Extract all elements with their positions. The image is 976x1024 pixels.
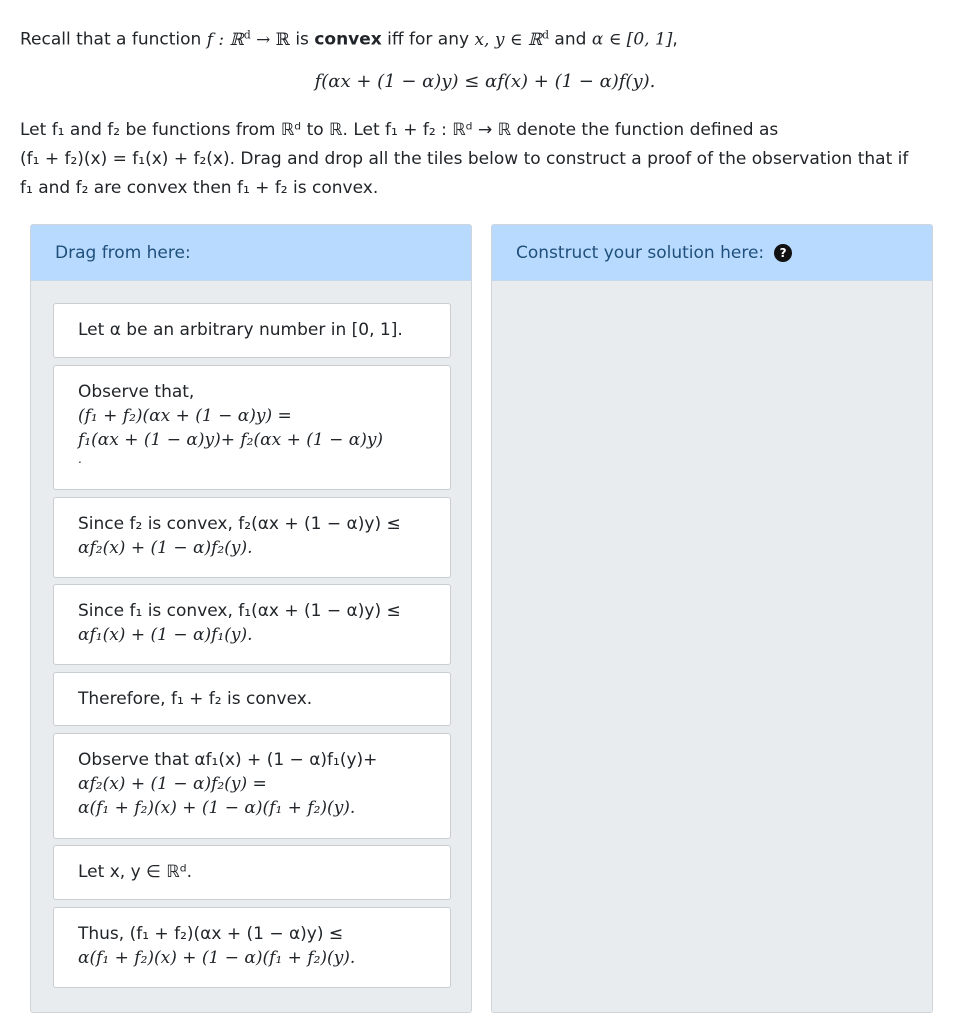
question-circle-icon[interactable]: ? — [774, 244, 792, 262]
proof-tile[interactable]: Thus, (f₁ + f₂)(αx + (1 − α)y) ≤ α(f₁ + f₂)(x) + (1 − α)(f₁ + f₂)(y). — [53, 907, 451, 988]
problem-statement — [20, 21, 950, 203]
source-panel-header — [31, 225, 471, 281]
proof-tile[interactable]: Observe that, (f₁ + f₂)(αx + (1 − α)y) = f₁(αx + (1 − α)y)+ f₂(αx + (1 − α)y) . — [53, 365, 451, 490]
task-line-2: (f₁ + f₂)(x) = f₁(x) + f₂(x). Drag and drop all the tiles below to construct a proof of the observation that if — [20, 148, 909, 169]
convexity-definition: Recall that a function f : ℝ$^d$ → ℝ is convex iff for any x, y ∈ ℝ$^d$ and α ∈ [0, 1], — [20, 28, 678, 50]
source-tile-panel[interactable] — [30, 224, 472, 1013]
proof-tile[interactable]: Since f₁ is convex, f₁(αx + (1 − α)y) ≤ αf₁(x) + (1 − α)f₁(y). — [53, 584, 451, 665]
source-panel-title: Drag from here: — [55, 242, 191, 263]
convexity-inequality: f(αx + (1 − α)y) ≤ αf(x) + (1 − α)f(y). — [314, 70, 656, 92]
proof-tile[interactable]: Since f₂ is convex, f₂(αx + (1 − α)y) ≤ αf₂(x) + (1 − α)f₂(y). — [53, 497, 451, 578]
proof-tile[interactable]: Let α be an arbitrary number in [0, 1]. — [53, 303, 451, 358]
function-signature: f : ℝ$^d$ → ℝ — [206, 28, 290, 50]
alpha-range: α ∈ [0, 1] — [591, 29, 673, 50]
solution-panel-header — [492, 225, 932, 281]
task-line-3: f₁ and f₂ are convex then f₁ + f₂ is convex. — [20, 177, 379, 198]
convex-term: convex — [314, 29, 382, 50]
solution-panel-title: Construct your solution here: — [516, 242, 765, 263]
proof-tile[interactable]: Therefore, f₁ + f₂ is convex. — [53, 672, 451, 726]
proof-tile[interactable]: Observe that αf₁(x) + (1 − α)f₁(y)+ αf₂(x) + (1 − α)f₂(y) = α(f₁ + f₂)(x) + (1 − α)(f₁ + f₂)(y). — [53, 733, 451, 839]
proof-tile[interactable]: Let x, y ∈ ℝᵈ. — [53, 845, 451, 900]
task-description — [20, 116, 950, 203]
definition-lead-text: Recall that a function — [20, 29, 207, 50]
task-line-1: Let f₁ and f₂ be functions from ℝᵈ to ℝ. Let f₁ + f₂ : ℝᵈ → ℝ denote the function defined as — [20, 119, 779, 140]
xy-domain: x, y ∈ ℝ$^d$ — [474, 28, 550, 50]
solution-drop-panel[interactable] — [491, 224, 933, 1013]
